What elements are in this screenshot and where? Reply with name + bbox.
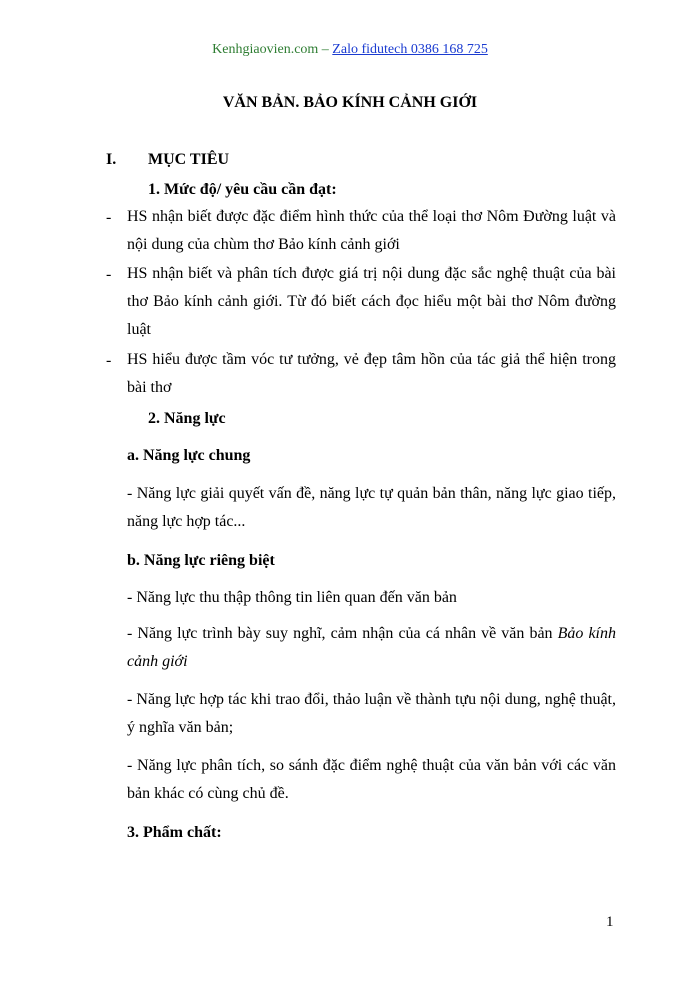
header-zalo-link[interactable]: Zalo fidutech 0386 168 725 — [332, 42, 488, 57]
header-site: Kenhgiaovien.com — [212, 42, 319, 57]
bullet-marker: - — [106, 352, 112, 369]
subheading-competencies: 2. Năng lực — [148, 410, 226, 427]
specific-competency-item: - Năng lực hợp tác khi trao đổi, thảo luận về thành tựu nội dung, nghệ thuật, ý nghĩa văn bản; — [127, 691, 616, 736]
specific-competency-item — [127, 620, 616, 676]
specific-competency-heading: b. Năng lực riêng biệt — [127, 552, 275, 569]
page-number: 1 — [606, 914, 614, 930]
section-heading: MỤC TIÊU — [148, 151, 230, 168]
document-title: VĂN BẢN. BẢO KÍNH CẢNH GIỚI — [222, 94, 478, 111]
specific-competency-item: - Năng lực thu thập thông tin liên quan đến văn bản — [127, 589, 457, 606]
bullet-marker: - — [106, 209, 112, 226]
specific-competency-text: - Năng lực trình bày suy nghĩ, cảm nhận của cá nhân về văn bản — [127, 625, 558, 642]
work-title: Bảo kính cảnh giới — [127, 625, 616, 670]
page-header — [0, 42, 700, 58]
bullet-marker: - — [106, 266, 112, 283]
header-dash: – — [318, 42, 333, 57]
bullet-text: HS nhận biết được đặc điểm hình thức của thể loại thơ Nôm Đường luật và nội dung của chùm thơ Bảo kính cảnh giới — [127, 208, 616, 253]
general-competency-heading: a. Năng lực chung — [127, 447, 251, 464]
bullet-text: HS nhận biết và phân tích được giá trị nội dung đặc sắc nghệ thuật của bài thơ Bảo kính cảnh giới. Từ đó biết cách đọc hiểu một bài thơ Nôm đường luật — [127, 265, 616, 338]
bullet-text: HS hiểu được tầm vóc tư tưởng, vẻ đẹp tâm hồn của tác giả thể hiện trong bài thơ — [127, 351, 616, 396]
section-number: I. — [106, 151, 117, 168]
specific-competency-item: - Năng lực phân tích, so sánh đặc điểm nghệ thuật của văn bản với các văn bản khác có cùng chủ đề. — [127, 757, 616, 802]
subheading-requirements: 1. Mức độ/ yêu cầu cần đạt: — [148, 181, 337, 198]
subheading-qualities: 3. Phẩm chất: — [127, 824, 222, 841]
general-competency-text: - Năng lực giải quyết vấn đề, năng lực tự quản bản thân, năng lực giao tiếp, năng lực hợp tác... — [127, 485, 616, 530]
